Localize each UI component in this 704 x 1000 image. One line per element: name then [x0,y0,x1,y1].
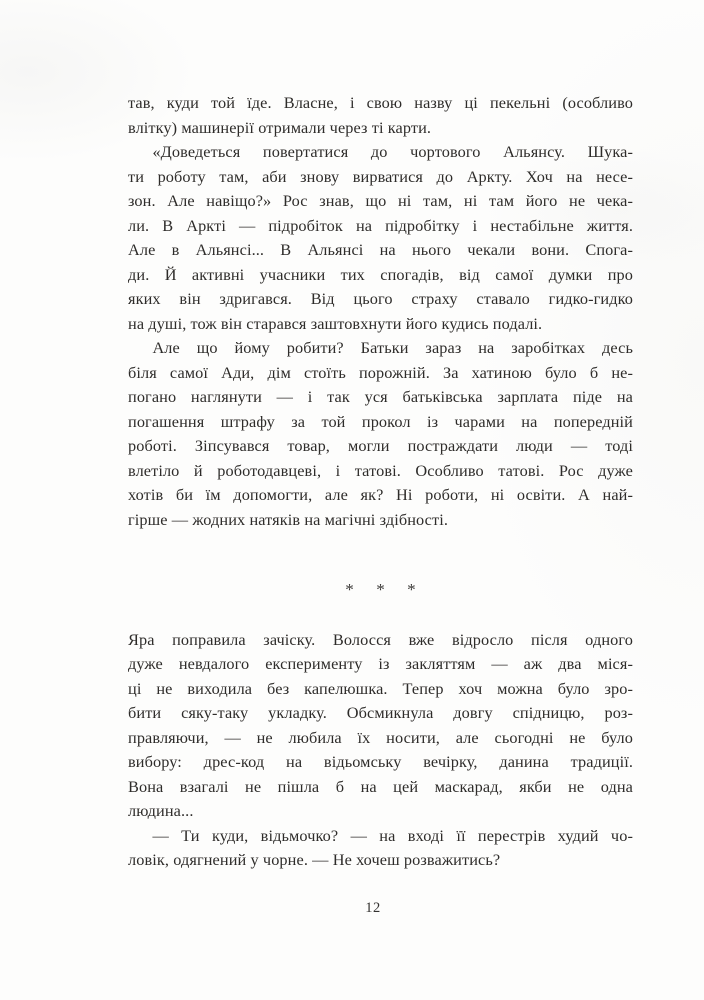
page-number: 12 [365,900,381,916]
text-line: Але в Альянсі... В Альянсі на нього чекали вони. Спога- [128,240,633,259]
text-line: ти роботу там, аби знову вирватися до Аркту. Хоч на несе- [128,166,633,186]
text-line: Вона взагалі не пішла б на цей маскарад, якби не одна [128,776,633,796]
paragraph [128,824,633,873]
text-line: погано наглянути — і так уся батьківська зарплата піде на [128,387,633,406]
text-line: — Ти куди, відьмочко? — на вході її перестрів худий чо- [152,825,633,845]
text-line: роботі. Зіпсувався товар, могли постраждати люди — тоді [128,436,633,455]
text-line: яких він здригався. Від цього страху ставало гидко-гидко [128,289,633,308]
section-separator: * * * [345,580,416,599]
text-line: «Доведеться повертатися до чортового Альянсу. Шука- [152,142,633,161]
text-line: біля самої Ади, дім стоїть порожній. За хатиною було б не- [128,362,633,382]
text-line: Яра поправила зачіску. Волосся вже відросло після одного [128,629,633,649]
text-line: ли. В Аркті — підробіток на підробітку і нестабільне життя. [128,215,633,235]
paragraph [128,628,633,824]
text-line: зон. Але навіщо?» Рос знав, що ні там, ні там його не чека- [128,191,633,210]
text-line: ці не виходила без капелюшка. Тепер хоч можна було зро- [128,678,633,698]
text-line: людина... [128,801,194,820]
text-line: тав, куди той їде. Власне, і свою назву ці пекельні (особливо [128,93,633,112]
paragraph [128,91,633,140]
text-line: ди. Й активні учасники тих спогадів, від самої думки про [128,264,633,284]
text-line: вибору: дрес-код на відьомську вечірку, данина традиції. [128,752,633,771]
text-line: влетіло й роботодавцеві, і татові. Особливо татові. Рос дуже [128,460,633,480]
text-line: хотів би їм допомогти, але як? Ні роботи, ні освіти. А най- [128,485,633,504]
text-line: погашення штрафу за той прокол із чарами на попередній [128,411,633,431]
text-block [128,91,633,873]
text-line: влітку) машинерії отримали через ті карти. [128,117,432,137]
section-2 [128,628,633,873]
text-line: Але що йому робити? Батьки зараз на заробітках десь [152,338,633,357]
paragraph [128,140,633,336]
text-line: гірше — жодних натяків на магічні здібності. [128,509,449,529]
paragraph [128,336,633,532]
text-line: ловік, одягнений у чорне. — Не хочеш розважитись? [128,850,501,869]
text-line: дуже невдалого експерименту із закляттям — аж два міся- [128,654,633,673]
text-line: на душі, тож він старався заштовхнути його кудись подалі. [128,313,543,333]
text-line: правляючи, — не любила їх носити, але сьогодні не було [128,727,633,747]
section-1 [128,91,633,532]
text-line: бити сяку-таку укладку. Обсмикнула довгу спідницю, роз- [128,703,633,722]
